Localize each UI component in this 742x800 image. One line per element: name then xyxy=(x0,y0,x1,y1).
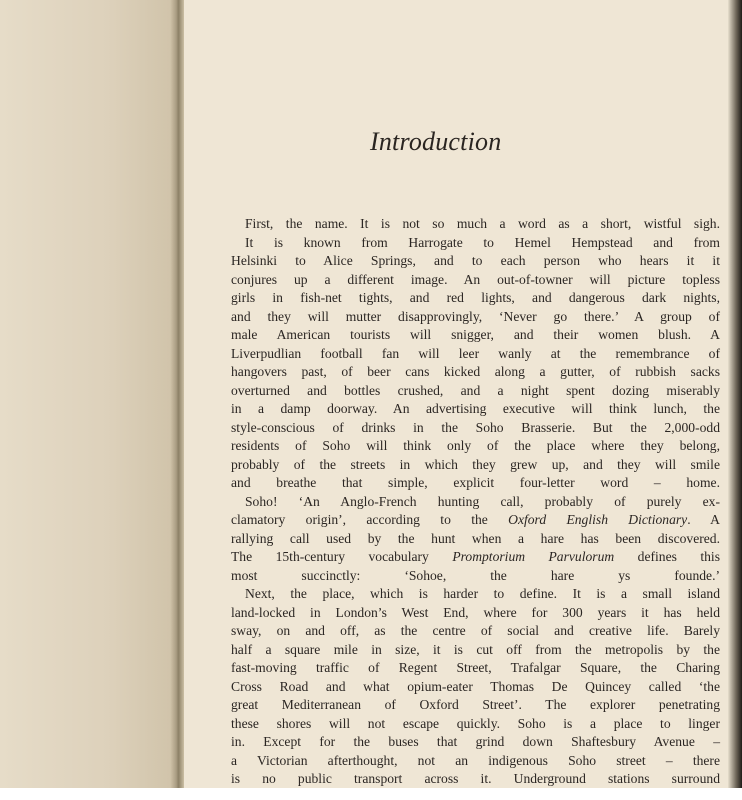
text-line: Next, the place, which is harder to define. It is a small island xyxy=(245,586,720,601)
text-line: It is known from Harrogate to Hemel Hempstead and from xyxy=(245,234,720,250)
text-line: residents of Soho will think only of the place where they belong, xyxy=(231,438,720,453)
text-line: great Mediterranean of Oxford Street’. The explorer penetrating xyxy=(231,697,720,712)
text-line: probably of the streets in which they grew up, and they will smile xyxy=(231,456,720,472)
book-gutter xyxy=(170,0,184,800)
paragraph-4 xyxy=(231,585,720,789)
paragraph-3 xyxy=(231,493,720,586)
text-line: in a damp doorway. An advertising executive will think lunch, the xyxy=(231,401,720,416)
paragraph-1 xyxy=(231,215,720,234)
text-line: these shores will not escape quickly. Soho is a place to linger xyxy=(231,715,720,731)
text-line: and breathe that simple, explicit four-letter word – home. xyxy=(231,475,720,490)
text-line: in. Except for the buses that grind down Shaftesbury Avenue – xyxy=(231,734,720,749)
text-line xyxy=(231,511,720,530)
text-line: and they will mutter disapprovingly, ‘Never go there.’ A group of xyxy=(231,308,720,324)
chapter-title: Introduction xyxy=(370,127,502,156)
text-line: Cross Road and what opium-eater Thomas De Quincey called ‘the xyxy=(231,678,720,694)
text-line: fast-moving traffic of Regent Street, Trafalgar Square, the Charing xyxy=(231,660,720,675)
text-segment: defines this xyxy=(614,549,720,564)
text-line: a Victorian afterthought, not an indigenous Soho street – there xyxy=(231,752,720,768)
text-line: sway, on and off, as the centre of social and creative life. Barely xyxy=(231,623,720,638)
text-line: style-conscious of drinks in the Soho Brasserie. But the 2,000-odd xyxy=(231,419,720,435)
text-segment: . A xyxy=(687,512,721,527)
text-line: male American tourists will snigger, and their women blush. A xyxy=(231,327,720,342)
text-line: Helsinki to Alice Springs, and to each person who hears it it xyxy=(231,253,720,268)
text-line: girls in fish-net tights, and red lights, and dangerous dark nights, xyxy=(231,290,720,305)
text-line: overturned and bottles crushed, and a night spent dozing miserably xyxy=(231,382,720,398)
page-edge xyxy=(728,0,742,800)
text-line: rallying call used by the hunt when a hare has been discovered. xyxy=(231,530,720,546)
text-line: most succinctly: ‘Sohoe, the hare ys founde.’ xyxy=(231,567,720,583)
scan-border xyxy=(0,788,742,800)
text-line: is no public transport across it. Underground stations surround xyxy=(231,771,720,786)
text-segment: The 15th-century vocabulary xyxy=(231,549,453,564)
text-line xyxy=(231,548,720,567)
text-line: hangovers past, of beer cans kicked along a gutter, of rubbish sacks xyxy=(231,364,720,379)
text-line: Liverpudlian football fan will leer wanly at the remembrance of xyxy=(231,345,720,361)
text-line: half a square mile in size, it is cut off from the metropolis by the xyxy=(231,641,720,657)
vocabulary-title: Promptorium Parvulorum xyxy=(452,549,615,564)
text-segment: clamatory origin’, according to the xyxy=(231,512,509,527)
paragraph-2 xyxy=(231,234,720,493)
body-text xyxy=(231,215,720,789)
facing-page-margin xyxy=(0,0,180,800)
text-line: conjures up a different image. An out-of-towner will picture topless xyxy=(231,271,720,287)
text-line: Soho! ‘An Anglo-French hunting call, probably of purely ex- xyxy=(245,493,720,509)
dictionary-title: Oxford English Dictionary xyxy=(508,512,688,527)
text-line: land-locked in London’s West End, where for 300 years it has held xyxy=(231,604,720,620)
text-line: First, the name. It is not so much a word as a short, wistful sigh. xyxy=(245,216,720,231)
